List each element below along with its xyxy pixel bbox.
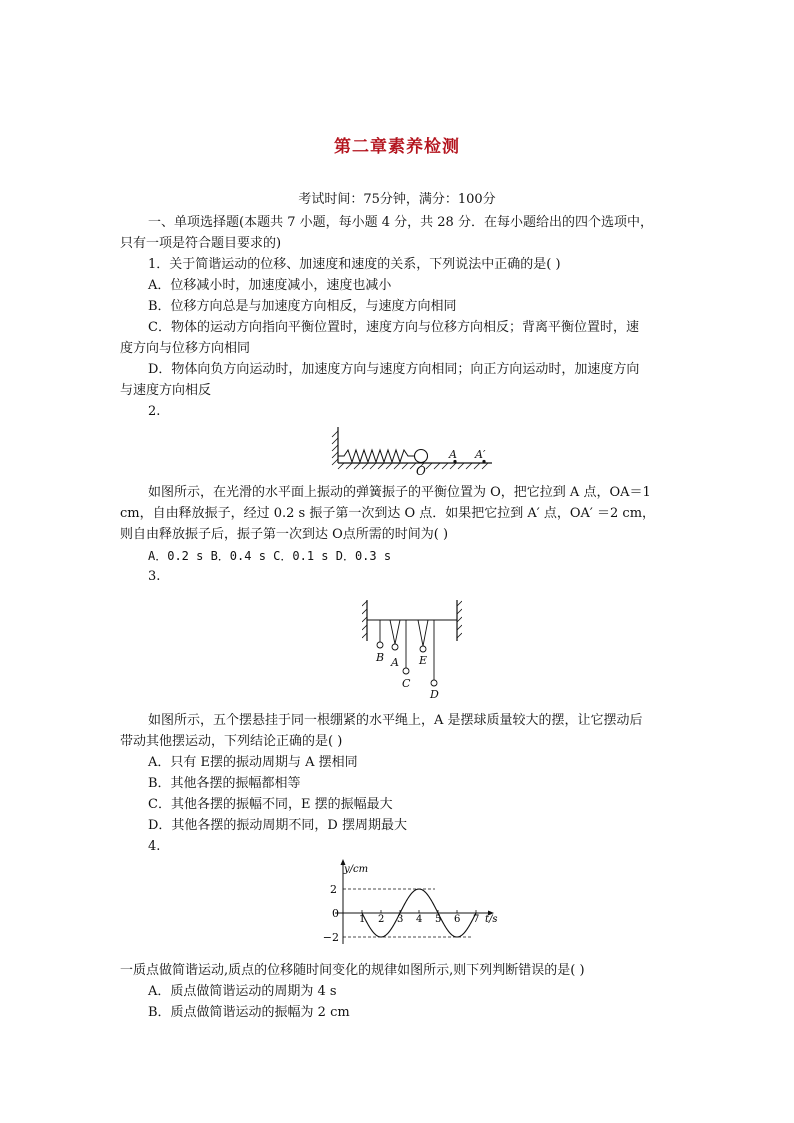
exam-info: 考试时间：75分钟，满分：100分: [298, 192, 496, 207]
pendulum-label-b: B: [376, 651, 385, 664]
q3-stem-line-2: 带动其他摆运动，下列结论正确的是( ): [120, 734, 343, 749]
y-tick-label-zero: 0: [332, 907, 339, 920]
q1-option-d-line-2: 与速度方向相反: [120, 383, 212, 398]
q3-stem-line-1: 如图所示，五个摆悬挂于同一根绷紧的水平绳上，A 是摆球质量较大的摆，让它摆动后: [148, 713, 643, 728]
q4-stem: 一质点做简谐运动,质点的位移随时间变化的规律如图所示,则下列判断错误的是( ): [120, 963, 585, 978]
x-tick-label-3: 3: [397, 914, 404, 925]
spring: [338, 450, 414, 462]
spring-oscillator-figure: [330, 425, 495, 475]
q2-options: A．0.2 s B．0.4 s C．0.1 s D．0.3 s: [148, 549, 392, 563]
x-tick-label-2: 2: [378, 914, 385, 925]
y-tick-label-max: 2: [330, 883, 337, 896]
q4-number: 4.: [148, 839, 161, 854]
x-tick-label-5: 5: [435, 914, 442, 925]
q3-option-a: A．只有 E摆的振动周期与 A 摆相同: [148, 755, 358, 770]
oscillator-ball: [415, 450, 428, 463]
displacement-time-chart: [315, 856, 505, 952]
q4-option-a: A．质点做简谐运动的周期为 4 s: [148, 984, 337, 999]
section-intro-line-2: 只有一项是符合题目要求的): [120, 236, 282, 251]
page-title: 第二章素养检测: [334, 137, 460, 157]
pendulum-label-c: C: [402, 677, 411, 690]
q3-number: 3.: [148, 569, 161, 584]
y-axis-label: y/cm: [344, 864, 369, 875]
y-tick-label-min: −2: [322, 931, 339, 944]
q2-stem-line-3: 则自由释放振子后，振子第一次到达 O点所需的时间为( ): [120, 527, 449, 542]
section-intro-line-1: 一、单项选择题(本题共 7 小题，每小题 4 分，共 28 分．在每小题给出的四个选项中，: [148, 215, 653, 230]
q2-stem-line-1: 如图所示，在光滑的水平面上振动的弹簧振子的平衡位置为 O，把它拉到 A 点，OA＝1: [148, 485, 651, 500]
q1-option-d-line-1: D．物体向负方向运动时，加速度方向与速度方向相同；向正方向运动时，加速度方向: [148, 362, 640, 377]
label-a: A: [449, 448, 457, 461]
q1-option-a: A．位移减小时，加速度减小，速度也减小: [148, 278, 392, 293]
q2-stem-line-2: cm，自由释放振子，经过 0.2 s 振子第一次到达 O 点．如果把它拉到 A′ 点，OA′ ＝2 cm，: [120, 506, 656, 521]
x-tick-label-1: 1: [359, 914, 366, 925]
label-a-prime: A′: [475, 448, 486, 461]
q1-stem: 1．关于简谐运动的位移、加速度和速度的关系，下列说法中正确的是( ): [148, 257, 561, 272]
pendulum-label-a: A: [391, 656, 399, 669]
x-tick-label-6: 6: [454, 914, 461, 925]
pendulum-label-d: D: [430, 688, 439, 701]
q3-option-b: B．其他各摆的振幅都相等: [148, 776, 301, 791]
x-axis-label: t/s: [485, 914, 498, 925]
pendulum-label-e: E: [419, 654, 428, 667]
q4-option-b: B．质点做简谐运动的振幅为 2 cm: [148, 1005, 350, 1020]
q1-option-b: B．位移方向总是与加速度方向相反，与速度方向相同: [148, 299, 457, 314]
q3-option-c: C．其他各摆的振幅不同，E 摆的振幅最大: [148, 797, 393, 812]
label-o: O: [416, 464, 426, 478]
q2-number: 2.: [148, 404, 161, 419]
q1-option-c-line-1: C．物体的运动方向指向平衡位置时，速度方向与位移方向相反；背离平衡位置时，速: [148, 320, 639, 335]
q3-option-d: D．其他各摆的振动周期不同，D 摆周期最大: [148, 818, 407, 833]
x-tick-label-7: 7: [473, 914, 480, 925]
q1-option-c-line-2: 度方向与位移方向相同: [120, 341, 251, 356]
x-tick-label-4: 4: [416, 914, 423, 925]
